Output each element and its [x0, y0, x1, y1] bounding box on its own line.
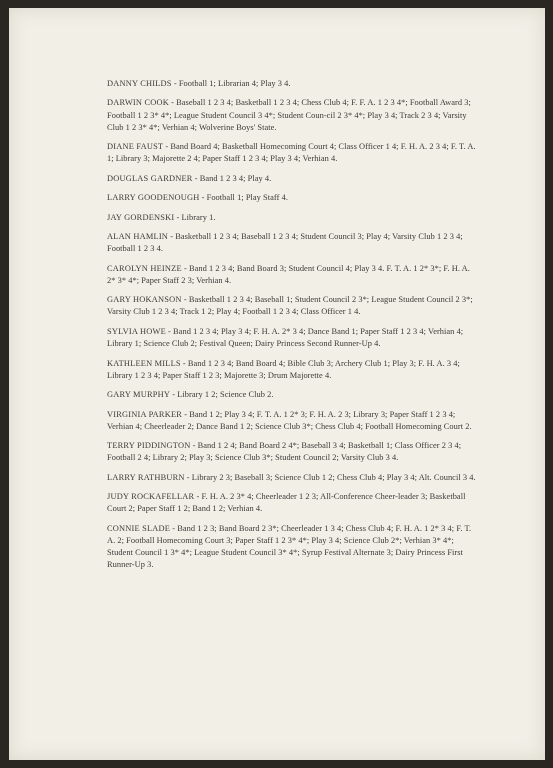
entry-name: JUDY ROCKAFELLAR: [107, 492, 195, 502]
entry-gary-murphy: [107, 389, 479, 401]
entry-separator: -: [182, 358, 186, 368]
entry-activities: Library 1.: [181, 212, 216, 222]
entry-activities: Band Board 4; Basketball Homecoming Court 4; Class Officer 1 4; F. H. A. 2 3 4; F. T. A. 1; Library 3; Majorette 2 4; Paper Staff 1 2 3 4; Play 3 4; Verhian 4.: [107, 142, 476, 164]
entry-danny-childs: [107, 78, 479, 90]
entry-judy-rockafellar: [107, 491, 479, 515]
entry-darwin-cook: [107, 97, 479, 133]
entry-connie-slade: [107, 523, 479, 571]
senior-activities-list: [107, 78, 479, 579]
entry-activities: Football 1; Play Staff 4.: [206, 193, 288, 203]
entry-larry-goodenough: [107, 192, 479, 204]
entry-activities: Band 1 2 3 4; Play 4.: [199, 173, 272, 183]
entry-separator: -: [173, 79, 177, 88]
entry-separator: -: [196, 492, 200, 502]
entry-activities: Baseball 1 2 3 4; Basketball 1 2 3 4; Chess Club 4; F. F. A. 1 2 3 4*; Football Award 3; Football 1 2 3* 4*; League Student Council 3 4*; Student Coun-cil 2 3* 4*; Play 3 4; Track 2 3 4; Varsity Club 1 2 3* 4*; Verhian 4; Wolverine Boys' State.: [107, 98, 471, 132]
entry-kathleen-mills: [107, 358, 479, 382]
entry-name: ALAN HAMLIN: [107, 232, 169, 242]
entry-separator: -: [201, 193, 205, 203]
entry-name: DOUGLAS GARDNER: [107, 173, 193, 183]
entry-virginia-parker: [107, 409, 479, 433]
entry-name: SYLVIA HOWE: [107, 326, 166, 336]
entry-gary-hokanson: [107, 294, 479, 318]
entry-separator: -: [170, 232, 174, 242]
entry-name: LARRY GOODENOUGH: [107, 193, 200, 203]
yearbook-page: [9, 8, 545, 760]
entry-separator: -: [176, 212, 180, 222]
entry-activities: Library 2 3; Baseball 3; Science Club 1 2; Chess Club 4; Play 3 4; Alt. Council 3 4.: [191, 472, 476, 482]
entry-name: DARWIN COOK: [107, 98, 169, 108]
entry-name: DIANE FAUST: [107, 142, 164, 152]
entry-activities: Band 1 2 3; Band Board 2 3*; Cheerleader 1 3 4; Chess Club 4; F. H. A. 1 2* 3 4; F. T. A. 2; Football Homecoming Court 3; Paper Staff 1 2 3* 4*; Play 3 4; Science Club 2*; Verhian 3* 4*; Student Council 1 3* 4*; League Student Council 3* 4*; Syrup Festival Alternate 3; Dairy Princess First Runner-Up 3.: [107, 523, 472, 570]
entry-separator: -: [168, 326, 171, 336]
entry-activities: Band 1 2; Play 3 4; F. T. A. 1 2* 3; F. H. A. 2 3; Library 3; Paper Staff 1 2 3 4; Verhian 4; Cheerleader 2; Dance Band 1 2; Science Club 3*; Chess Club 4; Football Homecoming Court 2.: [107, 409, 472, 431]
entry-separator: -: [172, 523, 176, 533]
entry-separator: -: [183, 263, 187, 273]
entry-name: CONNIE SLADE: [107, 523, 171, 533]
entry-name: VIRGINIA PARKER: [107, 409, 183, 419]
entry-name: JAY GORDENSKI: [107, 212, 175, 222]
entry-jay-gordenski: [107, 212, 479, 224]
entry-terry-piddington: [107, 440, 479, 464]
entry-alan-hamlin: [107, 231, 479, 255]
entry-separator: -: [184, 409, 188, 419]
entry-separator: -: [183, 295, 187, 305]
entry-separator: -: [171, 98, 174, 108]
entry-name: KATHLEEN MILLS: [107, 358, 181, 368]
entry-activities: Basketball 1 2 3 4; Baseball 1 2 3 4; Student Council 3; Play 4; Varsity Club 1 2 3 4; Football 1 2 3 4.: [107, 232, 463, 254]
entry-separator: -: [194, 173, 198, 183]
entry-activities: Band 1 2 3 4; Band Board 4; Bible Club 3; Archery Club 1; Play 3; F. H. A. 3 4; Library 1 2 3 4; Paper Staff 1 2 3; Majorette 3; Drum Majorette 4.: [107, 358, 460, 380]
entry-activities: Band 1 2 4; Band Board 2 4*; Baseball 3 4; Basketball 1; Class Officer 2 3 4; Football 2 4; Library 2; Play 3; Science Club 3*; Student Council 2; Varsity Club 3 4.: [107, 441, 462, 463]
entry-separator: -: [172, 390, 176, 400]
entry-activities: Football 1; Librarian 4; Play 3 4.: [178, 79, 291, 88]
entry-diane-faust: [107, 141, 479, 165]
entry-larry-rathburn: [107, 472, 479, 484]
entry-activities: Band 1 2 3 4; Band Board 3; Student Council 4; Play 3 4. F. T. A. 1 2* 3*; F. H. A. 2* 3* 4*; Paper Staff 2 3; Verhian 4.: [107, 263, 470, 285]
entry-name: GARY HOKANSON: [107, 295, 182, 305]
entry-carolyn-heinze: [107, 263, 479, 287]
entry-name: GARY MURPHY: [107, 390, 171, 400]
entry-douglas-gardner: [107, 173, 479, 185]
entry-name: DANNY CHILDS: [107, 79, 172, 88]
entry-separator: -: [192, 441, 196, 451]
entry-activities: F. H. A. 2 3* 4; Cheerleader 1 2 3; All-Conference Cheer-leader 3; Basketball Court 2; Paper Staff 1 2; Band 1 2; Verhian 4.: [107, 492, 466, 514]
entry-activities: Library 1 2; Science Club 2.: [177, 390, 274, 400]
entry-activities: Band 1 2 3 4; Play 3 4; F. H. A. 2* 3 4; Dance Band 1; Paper Staff 1 2 3 4; Verhian 4; Library 1; Science Club 2; Festival Queen; Dairy Princess Second Runner-Up 4.: [107, 326, 464, 349]
entry-sylvia-howe: [107, 326, 479, 350]
entry-separator: -: [186, 472, 190, 482]
entry-name: CAROLYN HEINZE: [107, 263, 182, 273]
entry-separator: -: [165, 142, 169, 152]
entry-activities: Basketball 1 2 3 4; Baseball 1; Student Council 2 3*; League Student Council 2 3*; Varsity Club 1 2 3 4; Track 1 2; Play 4; Football 1 2 3 4; Class Officer 1 4.: [107, 295, 473, 317]
entry-name: TERRY PIDDINGTON: [107, 441, 191, 451]
entry-name: LARRY RATHBURN: [107, 472, 185, 482]
